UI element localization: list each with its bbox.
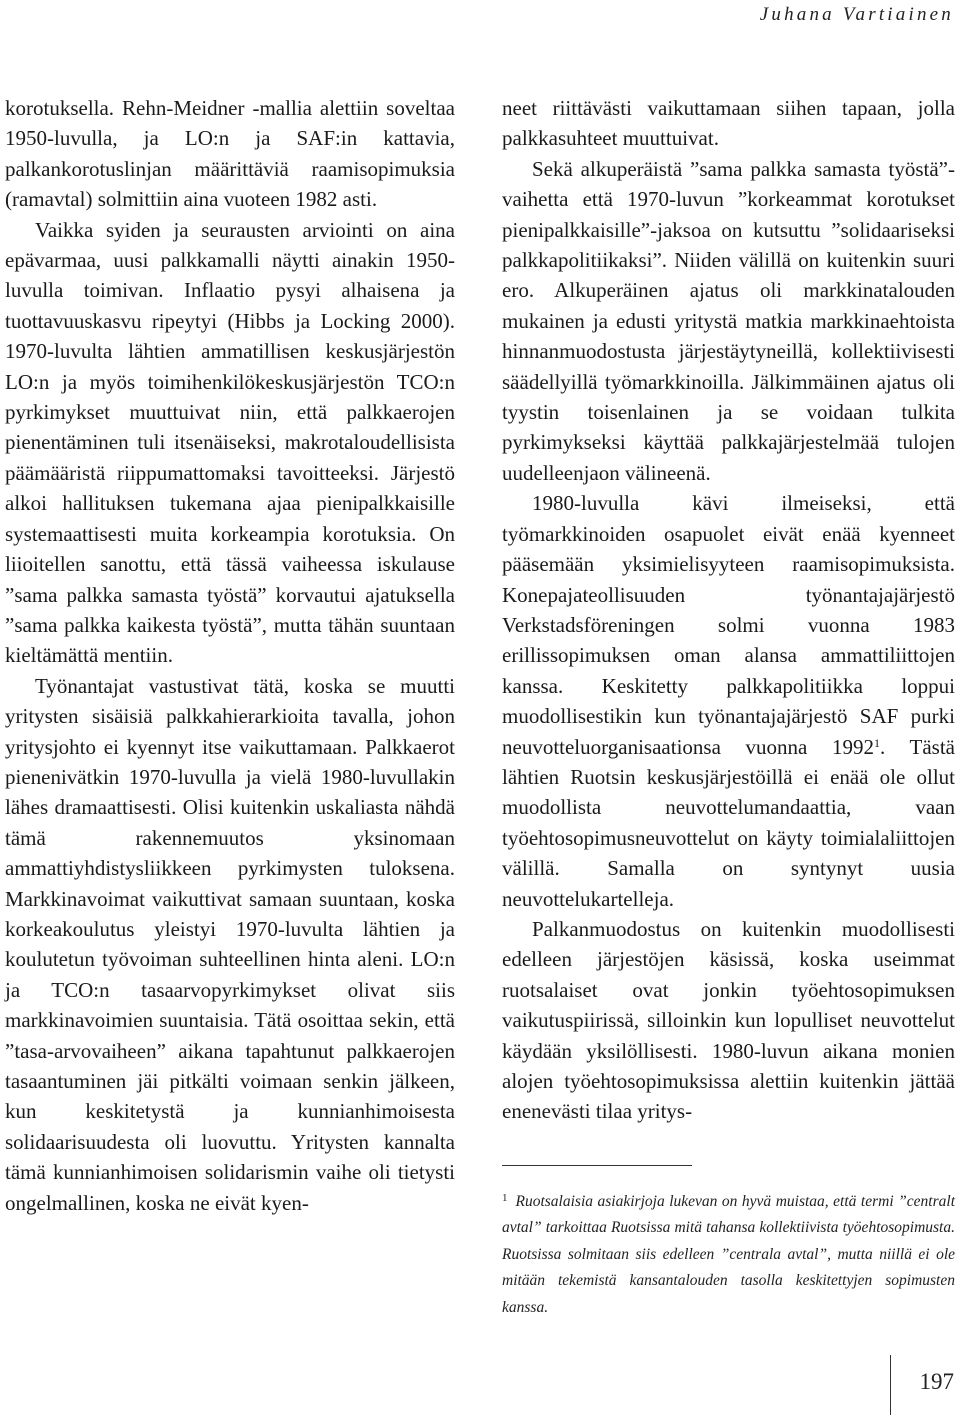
right-paragraph-2: Sekä alkuperäistä ”sama palkka samasta työstä”-vaihetta että 1970-luvun ”korkeammat korotukset pienipalkkaisille”-jaksoa on kutsuttu ”solidaariseksi palkkapolitiikaksi”. Niiden välillä on kuitenkin suuri ero. Alkuperäinen ajatus oli markkinatalouden mukainen ja edusti yritystä matkia markkinaehtoista hinnanmuodostusta järjestäytyneillä, kollektiivisesti säädellyillä työmarkkinoilla. Jälkimmäinen ajatus oli tyystin toisenlainen ja se voidaan tulkita pyrkimykseksi käyttää palkkajärjestelmää tulojen uudelleenjaon välineenä. [502, 156, 955, 485]
left-text-column [5, 93, 455, 1218]
right-text-column [502, 93, 955, 1127]
footnote-reference[interactable]: 1 [874, 735, 880, 750]
footnote [502, 1185, 955, 1321]
page-number: 197 [919, 1369, 954, 1394]
left-paragraph-3: Työnantajat vastustivat tätä, koska se muutti yritysten sisäisiä palkkahierarkioita tavalla, johon yritysjohto ei kyennyt itse vaikuttamaan. Palkkaerot pienenivätkin 1970-luvulla ja vielä 1980-luvullakin lähes dramaattisesti. Olisi kuitenkin uskaliasta nähdä tämä rakennemuutos yksinomaan ammattiyhdistysliikkeen pyrkimysten tuloksena. Markkinavoimat vaikuttivat samaan suuntaan, koska korkeakoulutus yleistyi 1970-luvulta lähtien ja koulutetun työvoiman suhteellinen hinta aleni. LO:n ja TCO:n tasaarvopyrkimykset olivat siis markkinavoimien suuntaisia. Tätä osoittaa sekin, että ”tasa-arvovaiheen” aikana tapahtunut palkkaerojen tasaantuminen jäi pitkälti voimaan senkin jälkeen, kun keskitetystä ja kunnianhimoisesta solidaarisuudesta oli luovuttu. Yritysten kannalta tämä kunnianhimoisen solidarismin vaihe oli tietysti ongelmallinen, koska ne eivät kyen- [5, 673, 455, 1215]
page-number-rule [890, 1355, 891, 1415]
left-paragraph-2: Vaikka syiden ja seurausten arviointi on aina epävarmaa, uusi palkkamalli näytti ainakin 1950-luvulla toimivan. Inflaatio pysyi alhaisena ja tuottavuuskasvu ripeytyi (Hibbs ja Locking 2000). 1970-luvulta lähtien ammatillisen keskusjärjestön LO:n ja myös toimihenkilökeskusjärjestön TCO:n pyrkimykset muuttuivat niin, että palkkaerojen pienentäminen tuli itsenäiseksi, makrotaloudellisista päämääristä riippumattomaksi tavoitteeksi. Järjestö alkoi hallituksen tukemana ajaa pienipalkkaisille systemaattisesti muita korkeampia korotuksia. On liioitellen sanottu, että tässä vaiheessa iskulause ”sama palkka samasta työstä” korvautui ajatuksella ”sama palkka kaikesta työstä”, mutta tähän suuntaan kieltämättä mentiin. [5, 217, 455, 668]
right-paragraph-3-part-2: . Tästä lähtien Ruotsin keskusjärjestöillä ei enää ole ollut muodollista neuvottelumandaattia, vaan työehtosopimusneuvottelut on käyty toimialaliittojen välillä. Samalla on syntynyt uusia neuvottelukartelleja. [502, 734, 955, 911]
left-paragraph-1: korotuksella. Rehn-Meidner -mallia alettiin soveltaa 1950-luvulla, ja LO:n ja SAF:in kattavia, palkankorotuslinjan määrittäviä raamisopimuksia (ramavtal) solmittiin aina vuoteen 1982 asti. [5, 96, 455, 212]
right-paragraph-3-part-1: 1980-luvulla kävi ilmeiseksi, että työmarkkinoiden osapuolet eivät enää kyenneet pääsemään yksimielisyyteen raamisopimuksista. Konepajateollisuuden työnantajajärjestö Verkstadsföreningen solmi vuonna 1983 erillissopimuksen oman alansa ammattiliittojen kanssa. Keskitetty palkkapolitiikka loppui muodollisestikin kun työnantajajärjestö SAF purki neuvotteluorganisaationsa vuonna 1992 [502, 491, 955, 759]
right-paragraph-3 [502, 488, 955, 914]
footnote-separator-rule [502, 1165, 692, 1166]
right-paragraph-1: neet riittävästi vaikuttamaan siihen tapaan, jolla palkkasuhteet muuttuivat. [502, 96, 955, 151]
right-paragraph-4: Palkanmuodostus on kuitenkin muodollisesti edelleen järjestöjen käsissä, koska useimmat ruotsalaiset ovat jonkin työehtosopimuksen vaikutuspiirissä, silloinkin kun lopulliset neuvottelut käydään yksilöllisesti. 1980-luvun aikana monien alojen työehtosopimuksissa alettiin kuitenkin jättää enenevästi tilaa yritys- [502, 916, 955, 1124]
footnote-marker: 1 [502, 1192, 508, 1204]
running-head-author: Juhana Vartiainen [759, 4, 954, 25]
footnote-text: Ruotsalaisia asiakirjoja lukevan on hyvä muistaa, että termi ”centralt avtal” tarkoittaa Ruotsissa mitä tahansa kollektiivista työehtosopimusta. Ruotsissa solmitaan siis edelleen ”centrala avtal”, mutta niillä ei ole mitään tekemistä kansantalouden tasolla keskitettyjen sopimusten kanssa. [502, 1193, 955, 1316]
